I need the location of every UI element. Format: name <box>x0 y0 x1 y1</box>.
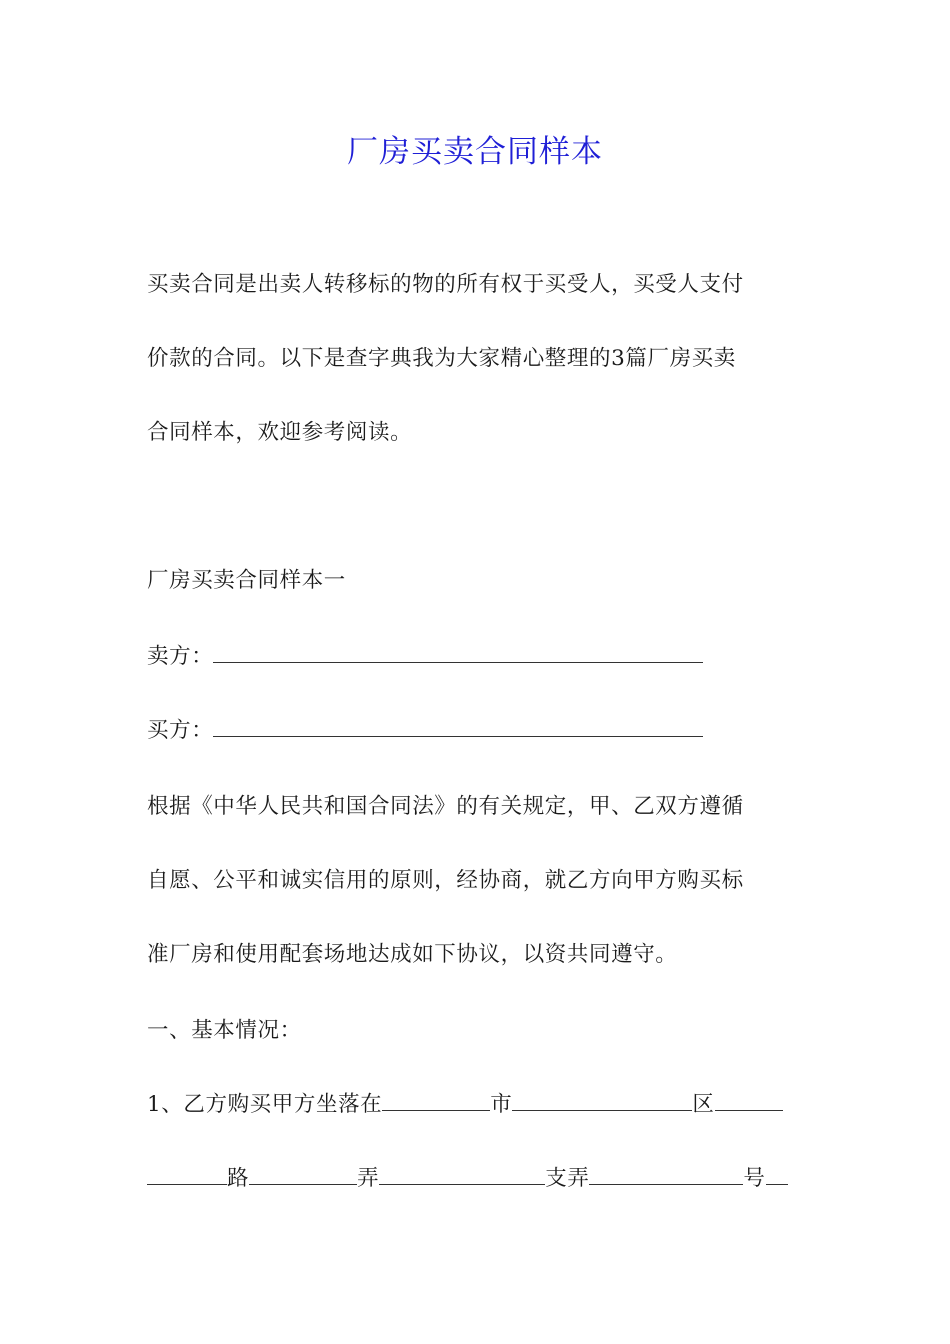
buyer-blank <box>213 716 703 737</box>
district-blank <box>512 1090 692 1111</box>
lane-blank <box>249 1164 357 1185</box>
preamble-line-2: 自愿、公平和诚实信用的原则，经协商，就乙方向甲方购买标 <box>147 868 744 893</box>
seller-line <box>147 642 812 672</box>
clause1-line-1 <box>147 1090 812 1120</box>
preamble-line-3: 准厂房和使用配套场地达成如下协议，以资共同遵守。 <box>147 942 678 967</box>
sublane-blank <box>379 1164 545 1185</box>
number-label: 号 <box>743 1166 766 1191</box>
seller-label: 卖方： <box>147 644 214 669</box>
document-title: 厂房买卖合同样本 <box>347 134 603 170</box>
intro-line-1: 买卖合同是出卖人转移标的物的所有权于买受人，买受人支付 <box>147 272 744 297</box>
trailing-blank <box>715 1090 783 1111</box>
preamble-line-1: 根据《中华人民共和国合同法》的有关规定，甲、乙双方遵循 <box>147 794 744 819</box>
clause1-line-2 <box>147 1164 812 1194</box>
number-blank <box>589 1164 743 1185</box>
section-title: 厂房买卖合同样本一 <box>147 568 346 593</box>
intro-line-3: 合同样本，欢迎参考阅读。 <box>147 420 413 445</box>
buyer-line <box>147 716 812 746</box>
sublane-label: 支弄 <box>545 1166 590 1191</box>
buyer-label: 买方： <box>147 718 214 743</box>
intro-line-2: 价款的合同。以下是查字典我为大家精心整理的3篇厂房买卖 <box>147 346 736 371</box>
clause1-prefix: 1、乙方购买甲方坐落在 <box>147 1092 383 1117</box>
city-label: 市 <box>490 1092 513 1117</box>
clause-heading: 一、基本情况： <box>147 1018 302 1043</box>
seller-blank <box>213 642 703 663</box>
lane-label: 弄 <box>357 1166 380 1191</box>
city-blank <box>382 1090 490 1111</box>
road-blank <box>147 1164 227 1185</box>
road-label: 路 <box>227 1166 250 1191</box>
end-blank <box>766 1164 788 1185</box>
district-label: 区 <box>692 1092 715 1117</box>
